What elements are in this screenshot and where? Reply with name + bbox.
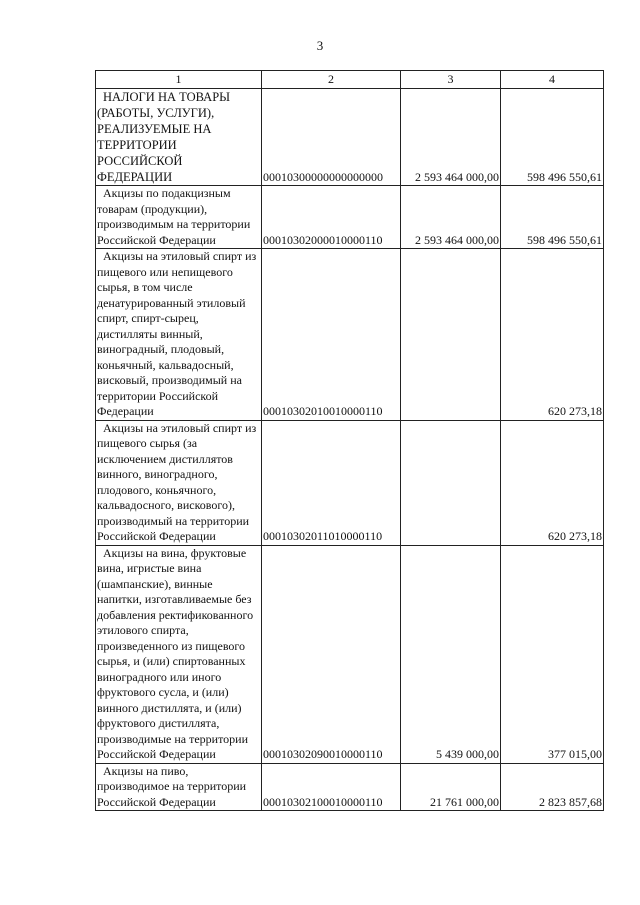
row-fact: 620 273,18: [501, 420, 604, 545]
row-name: НАЛОГИ НА ТОВАРЫ (РАБОТЫ, УСЛУГИ), РЕАЛИЗУЕМЫЕ НА ТЕРРИТОРИИ РОССИЙСКОЙ ФЕДЕРАЦИИ: [96, 89, 262, 186]
table-row: [96, 89, 604, 186]
table-header-row: [96, 71, 604, 89]
row-fact: 2 823 857,68: [501, 763, 604, 811]
table-row: [96, 249, 604, 421]
row-code: 00010300000000000000: [262, 89, 401, 186]
row-name: Акцизы по подакцизным товарам (продукции), производимым на территории Российской Федерации: [96, 186, 262, 249]
row-fact: 377 015,00: [501, 545, 604, 763]
row-code: 00010302100010000110: [262, 763, 401, 811]
row-fact: 598 496 550,61: [501, 89, 604, 186]
page-number: 3: [316, 38, 324, 53]
header-col-1: 1: [96, 71, 262, 89]
row-code: 00010302010010000110: [262, 249, 401, 421]
row-plan: [401, 249, 501, 421]
table-row: [96, 763, 604, 811]
row-code: 00010302011010000110: [262, 420, 401, 545]
row-name: Акцизы на этиловый спирт из пищевого или непищевого сырья, в том числе денатурированный этиловый спирт, спирт-сырец, дистилляты винный, виноградный, плодовый, коньячный, кальвадосный, висковый, производимый на территории Российской Федерации: [96, 249, 262, 421]
row-name: Акцизы на этиловый спирт из пищевого сырья (за исключением дистиллятов винного, виноградного, плодового, коньячного, кальвадосного, вискового), производимый на территории Российской Федерации: [96, 420, 262, 545]
row-plan: 21 761 000,00: [401, 763, 501, 811]
row-name: Акцизы на вина, фруктовые вина, игристые вина (шампанские), винные напитки, изготавливаемые без добавления ректификованного этилового спирта, произведенного из пищевого сырья, и (или) спиртованных виноградного или иного фруктового сусла, и (или) винного дистиллята, и (или) фруктового дистиллята, производимые на территории Российской Федерации: [96, 545, 262, 763]
row-fact: 620 273,18: [501, 249, 604, 421]
revenue-table: [95, 70, 604, 811]
table-row: [96, 545, 604, 763]
row-code: 00010302090010000110: [262, 545, 401, 763]
table-row: [96, 186, 604, 249]
row-plan: 2 593 464 000,00: [401, 89, 501, 186]
row-fact: 598 496 550,61: [501, 186, 604, 249]
row-plan: [401, 420, 501, 545]
row-plan: 2 593 464 000,00: [401, 186, 501, 249]
table-row: [96, 420, 604, 545]
header-col-3: 3: [401, 71, 501, 89]
row-plan: 5 439 000,00: [401, 545, 501, 763]
row-name: Акцизы на пиво, производимое на территории Российской Федерации: [96, 763, 262, 811]
header-col-4: 4: [501, 71, 604, 89]
row-code: 00010302000010000110: [262, 186, 401, 249]
header-col-2: 2: [262, 71, 401, 89]
